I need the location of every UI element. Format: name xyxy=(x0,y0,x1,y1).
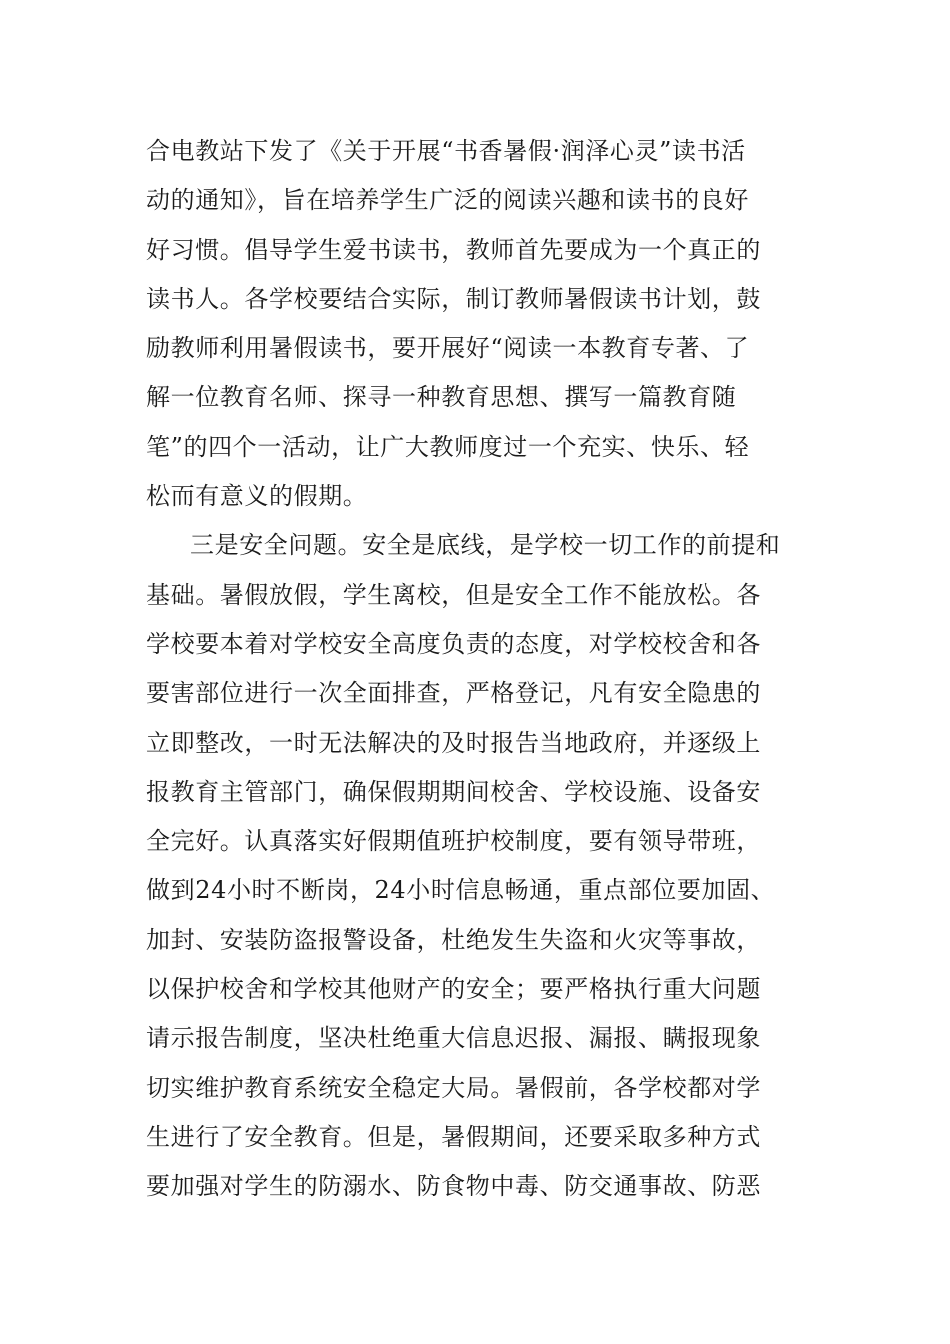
text-line: 全完好。认真落实好假期值班护校制度，要有领导带班， xyxy=(146,827,761,856)
document-body xyxy=(146,127,826,1212)
text-line: 加封、安装防盗报警设备，杜绝发生失盗和火灾等事故， xyxy=(146,925,761,954)
text-line: 以保护校舍和学校其他财产的安全；要严格执行重大问题 xyxy=(146,975,761,1004)
paragraph-start-line: 三是安全问题。安全是底线，是学校一切工作的前提和 xyxy=(190,531,781,560)
text-line: 学校要本着对学校安全高度负责的态度，对学校校舍和各 xyxy=(146,629,761,658)
text-line: 笔”的四个一活动，让广大教师度过一个充实、快乐、轻 xyxy=(146,432,750,461)
text-line: 合电教站下发了《关于开展“书香暑假·润泽心灵”读书活 xyxy=(146,137,746,165)
text-line: 动的通知》，旨在培养学生广泛的阅读兴趣和读书的良好 xyxy=(146,186,749,215)
text-line: 要加强对学生的防溺水、防食物中毒、防交通事故、防恶 xyxy=(146,1172,761,1201)
text-line: 励教师利用暑假读书，要开展好“阅读一本教育专著、了 xyxy=(146,334,750,363)
text-line: 做到24小时不断岗，24小时信息畅通，重点部位要加固、 xyxy=(146,876,776,905)
text-line: 解一位教育名师、探寻一种教育思想、撰写一篇教育随 xyxy=(146,383,737,412)
text-line: 基础。暑假放假，学生离校，但是安全工作不能放松。各 xyxy=(146,580,761,609)
text-line: 松而有意义的假期。 xyxy=(146,482,368,511)
text-line: 请示报告制度，坚决杜绝重大信息迟报、漏报、瞒报现象 xyxy=(146,1024,761,1053)
text-line: 生进行了安全教育。但是，暑假期间，还要采取多种方式 xyxy=(146,1122,761,1151)
text-line: 立即整改，一时无法解决的及时报告当地政府，并逐级上 xyxy=(146,728,761,757)
text-line: 切实维护教育系统安全稳定大局。暑假前，各学校都对学 xyxy=(146,1073,761,1102)
text-line: 读书人。各学校要结合实际，制订教师暑假读书计划，鼓 xyxy=(146,284,761,313)
text-line: 好习惯。倡导学生爱书读书，教师首先要成为一个真正的 xyxy=(146,235,761,264)
text-line: 要害部位进行一次全面排查，严格登记，凡有安全隐患的 xyxy=(146,679,761,708)
text-line: 报教育主管部门，确保假期期间校舍、学校设施、设备安 xyxy=(146,777,761,806)
